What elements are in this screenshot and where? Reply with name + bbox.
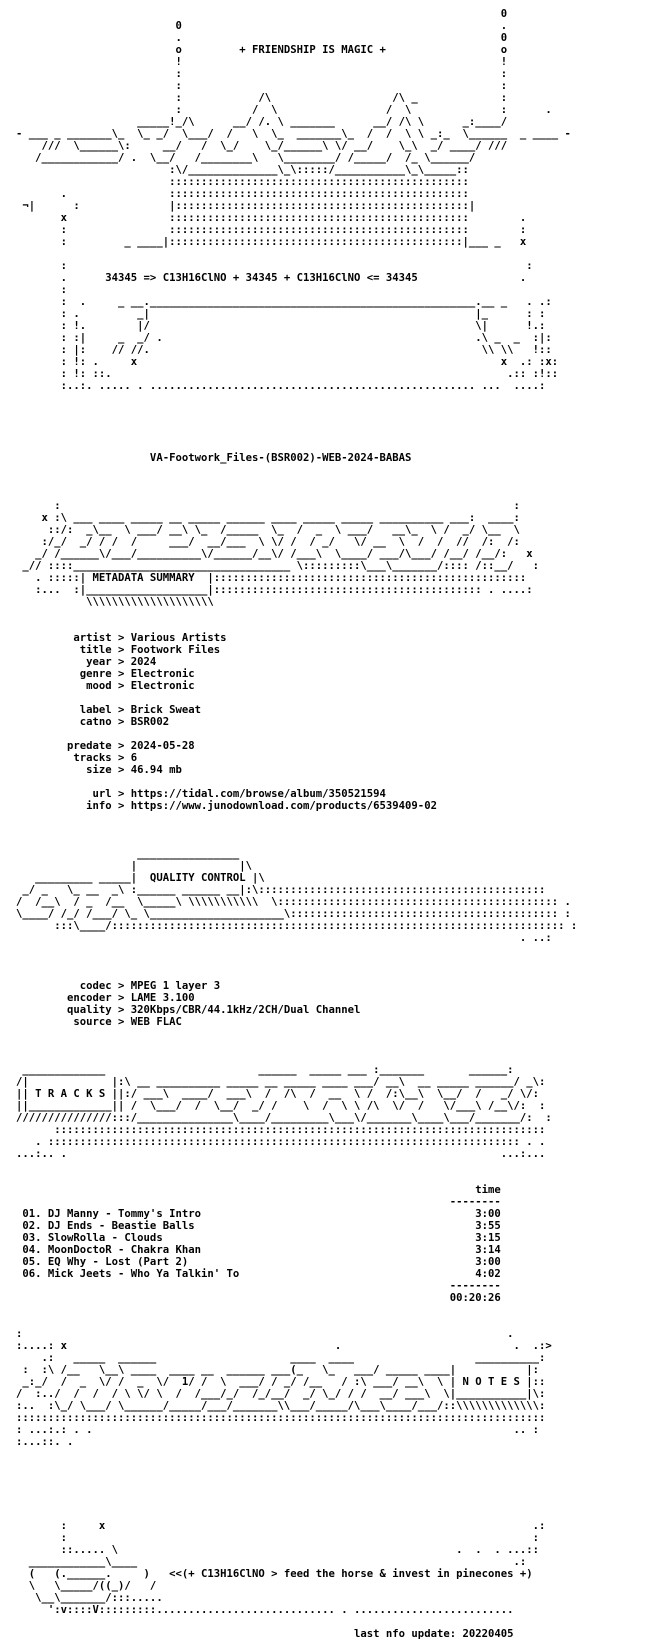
nfo-line <box>16 1040 640 1052</box>
nfo-line: : : <box>16 1532 539 1544</box>
nfo-line: \ \_____/((_)/ / <box>16 1580 157 1592</box>
nfo-line <box>16 416 640 428</box>
nfo-line: _:_/ / _ \/ / _ \/ 1/ / \ ___/ / _/ /__ / :\ ___/ __\ \ | N O T E S |:: <box>16 1376 546 1388</box>
nfo-line: 0 . <box>16 20 508 32</box>
nfo-document <box>16 8 640 1640</box>
nfo-line: : ...:.: . . .. : <box>16 1424 539 1436</box>
nfo-line: o + FRIENDSHIP IS MAGIC + o <box>16 44 508 56</box>
nfo-line <box>16 1304 640 1316</box>
nfo-line: : . _ __.___________________________________________________.__ _ . .: <box>16 296 552 308</box>
nfo-line: ::::::::::::::::::::::::::::::::::::::::::::::::::::::::::::::::::::::::::::: <box>16 1124 546 1136</box>
nfo-line: label > Brick Sweat <box>16 704 201 716</box>
nfo-line <box>16 248 640 260</box>
nfo-line <box>16 968 640 980</box>
nfo-line: mood > Electronic <box>16 680 195 692</box>
nfo-line: : !. |/ \| !.: <box>16 320 546 332</box>
nfo-line: 05. EQ Why - Lost (Part 2) 3:00 <box>16 1256 501 1268</box>
nfo-line: ¬| : |::::::::::::::::::::::::::::::::::::::::::::::| <box>16 200 476 212</box>
nfo-line: : /\ /\ _ : <box>16 92 508 104</box>
nfo-line: x :\ ___ ____ _____ __ _____ ______ ____ _____ _____ __________ ___: ____: <box>16 512 520 524</box>
nfo-line: :..:. ..... . ................................................... ... ....: <box>16 380 546 392</box>
nfo-line <box>16 1028 640 1040</box>
nfo-line: _________ _____| QUALITY CONTROL |\ <box>16 872 265 884</box>
nfo-line: 00:20:26 <box>16 1292 501 1304</box>
nfo-line <box>16 824 640 836</box>
nfo-line: time <box>16 1184 501 1196</box>
nfo-line: genre > Electronic <box>16 668 195 680</box>
nfo-line: \\\\\\\\\\\\\\\\\\\\ <box>16 596 214 608</box>
nfo-line: . 0 <box>16 32 508 44</box>
nfo-line: : :\ /__ \__\ ____ ____ __ ______ ___(_ \_ ___/ _____ ____| |: <box>16 1364 539 1376</box>
nfo-line: ':v::::V:::::::::............................ . ......................... <box>16 1604 514 1616</box>
nfo-line <box>16 1172 640 1184</box>
nfo-line: \____/ /_/ /___/ \_ \_____________________\:::::::::::::::::::::::::::::::::::::::::: : <box>16 908 571 920</box>
nfo-line: -------- <box>16 1280 501 1292</box>
nfo-line: /____________/ . \__/ /________\ \________/ /_____/ /_ \______/ <box>16 152 476 164</box>
nfo-line: source > WEB FLAC <box>16 1016 182 1028</box>
nfo-line: . ::::::::::::::::::::::::::::::::::::::::::::::: <box>16 188 469 200</box>
nfo-line: || T R A C K S ||:/ ___\ ____/ ___\ / /\ / __ \ / /:\__\ \__/ / _/ \/: <box>16 1088 539 1100</box>
nfo-line: :....: x . . .:> <box>16 1340 552 1352</box>
nfo-line: ::/: _\__ \ ___/ __\ \_ /_____ \_ / _ \ ___/ __\_ \ / _/ \__ \ <box>16 524 520 536</box>
nfo-line <box>16 1160 640 1172</box>
nfo-line: -------- <box>16 1196 501 1208</box>
nfo-line <box>16 1052 640 1064</box>
nfo-line: : . _| |_ : : <box>16 308 546 320</box>
nfo-line: : : <box>16 68 508 80</box>
nfo-line: last nfo update: 20220405 <box>16 1628 514 1640</box>
nfo-line: :...::. . <box>16 1436 74 1448</box>
nfo-line <box>16 1508 640 1520</box>
nfo-line: 06. Mick Jeets - Who Ya Talkin' To 4:02 <box>16 1268 501 1280</box>
nfo-line: ...:.. . ...:... <box>16 1148 546 1160</box>
nfo-line: - ___ _ _______\_ \_ _/ \___/ / \ \_ _______\_ / / \ \ _:_ \______ _ ____ - <box>16 128 571 140</box>
nfo-line <box>16 728 640 740</box>
nfo-line: . :::::| METADATA SUMMARY |::::::::::::::::::::::::::::::::::::::::::::::::: <box>16 572 527 584</box>
nfo-line: : _ ____|::::::::::::::::::::::::::::::::::::::::::::::|___ _ x <box>16 236 527 248</box>
nfo-line <box>16 956 640 968</box>
nfo-line: : : <box>16 80 508 92</box>
nfo-line <box>16 1496 640 1508</box>
nfo-line: : : <box>16 260 533 272</box>
nfo-line: _/ _ \_ __ _\ :______ ______ __|:\::::::::::::::::::::::::::::::::::::::::::::: <box>16 884 546 896</box>
nfo-line <box>16 440 640 452</box>
nfo-line: :.. :\_/ \___/ \______/_____/___/_______\\___/_____/\___\____/___/::\\\\\\\\\\\\\: <box>16 1400 546 1412</box>
nfo-line: _____________ ______ _____ ___ :_______ ______: <box>16 1064 514 1076</box>
nfo-line: : :| _ _/ . .\ _ _ :|: <box>16 332 552 344</box>
nfo-line: : : <box>16 500 520 512</box>
nfo-line: . 34345 => C13H16ClNO + 34345 + C13H16ClNO <= 34345 . <box>16 272 527 284</box>
nfo-line <box>16 692 640 704</box>
nfo-line <box>16 392 640 404</box>
nfo-line: 01. DJ Manny - Tommy's Intro 3:00 <box>16 1208 501 1220</box>
nfo-line <box>16 1316 640 1328</box>
nfo-line: url > https://tidal.com/browse/album/350521594 <box>16 788 386 800</box>
nfo-line: : !: . x x .: :x: <box>16 356 559 368</box>
nfo-line <box>16 812 640 824</box>
nfo-line: ! ! <box>16 56 508 68</box>
nfo-line <box>16 944 640 956</box>
nfo-line: _____!_/\ __/ /. \ _______ __/ /\ \ _:____/ <box>16 116 508 128</box>
nfo-line: quality > 320Kbps/CBR/44.1kHz/2CH/Dual Channel <box>16 1004 361 1016</box>
nfo-line <box>16 776 640 788</box>
nfo-line <box>16 1448 640 1460</box>
nfo-line: : |: // //. \\ \\ !:: <box>16 344 552 356</box>
nfo-line <box>16 476 640 488</box>
nfo-line: info > https://www.junodownload.com/products/6539409-02 <box>16 800 437 812</box>
nfo-line: : / \ / \ : . <box>16 104 552 116</box>
nfo-line: size > 46.94 mb <box>16 764 182 776</box>
nfo-line: :\/______________\_\:::::/___________\_\_____:: <box>16 164 469 176</box>
nfo-line: _// ::::__________________________________ \:::::::::\___\_______/:::: /::__/ : <box>16 560 539 572</box>
nfo-line <box>16 1472 640 1484</box>
nfo-line: ///////////////:::/_______________\____/_________\___\/_______\____\___/_______/: : <box>16 1112 552 1124</box>
nfo-line: .: _____ ______ ____ ____ __________: <box>16 1352 546 1364</box>
nfo-line: | |\ <box>16 860 252 872</box>
nfo-line: title > Footwork Files <box>16 644 221 656</box>
nfo-line <box>16 620 640 632</box>
nfo-line: : x .: <box>16 1520 546 1532</box>
nfo-line: . :::::::::::::::::::::::::::::::::::::::::::::::::::::::::::::::::::::::::: . . <box>16 1136 546 1148</box>
nfo-line: year > 2024 <box>16 656 157 668</box>
nfo-line: ||_____________|| / \___/ / \__/ _/ / \ / \ \ /\ \/ / \/___\ /__\/: : <box>16 1100 546 1112</box>
nfo-line: predate > 2024-05-28 <box>16 740 195 752</box>
nfo-line: /| |:\ __ __________ _____ __ _____ ____ ___/ __\ __ _____ ______/ _\: <box>16 1076 546 1088</box>
nfo-line: /// \______\: __/ / \_/ \_/______\ \/ __/ \_\ _/ ____/ /// <box>16 140 508 152</box>
nfo-line: 04. MoonDoctoR - Chakra Khan 3:14 <box>16 1244 501 1256</box>
nfo-line: . ..: <box>16 932 552 944</box>
nfo-line <box>16 608 640 620</box>
nfo-line: :/_/ _/ / / / ___/ __/___ \ \/ / / _/ \/ __ \ / / // /: /: <box>16 536 520 548</box>
nfo-line <box>16 404 640 416</box>
nfo-line <box>16 1460 640 1472</box>
nfo-line <box>16 428 640 440</box>
nfo-line: :... :|___________________|:::::::::::::::::::::::::::::::::::::::::: . ....: <box>16 584 533 596</box>
nfo-line: artist > Various Artists <box>16 632 227 644</box>
nfo-line: ( (.______. ) <<(+ C13H16ClNO > feed the horse & invest in pinecones +) <box>16 1568 533 1580</box>
nfo-line: ::::::::::::::::::::::::::::::::::::::::::::::::::::::::::::::::::::::::::::::::::: <box>16 1412 546 1424</box>
nfo-line: : <box>16 284 68 296</box>
nfo-line: / :../ / / / \ \/ \ / /___/_/ /_/__/ _/ \_/ / / __/ ___\ \|___________|\: <box>16 1388 546 1400</box>
nfo-line: catno > BSR002 <box>16 716 170 728</box>
nfo-line: : . <box>16 1328 514 1340</box>
nfo-line: / /__\ / _ /__ \_____\ \\\\\\\\\\\ \:::::::::::::::::::::::::::::::::::::::::::: . <box>16 896 571 908</box>
nfo-line: 02. DJ Ends - Beastie Balls 3:55 <box>16 1220 501 1232</box>
nfo-line <box>16 1484 640 1496</box>
nfo-line: codec > MPEG 1 layer 3 <box>16 980 221 992</box>
nfo-line: x ::::::::::::::::::::::::::::::::::::::::::::::: . <box>16 212 527 224</box>
nfo-line: encoder > LAME 3.100 <box>16 992 195 1004</box>
nfo-line: tracks > 6 <box>16 752 138 764</box>
nfo-line <box>16 488 640 500</box>
nfo-line: 03. SlowRolla - Clouds 3:15 <box>16 1232 501 1244</box>
nfo-line: \__\_______/:::..... <box>16 1592 163 1604</box>
nfo-line: :::\____/::::::::::::::::::::::::::::::::::::::::::::::::::::::::::::::::::::::: : <box>16 920 578 932</box>
nfo-line: VA-Footwork_Files-(BSR002)-WEB-2024-BABAS <box>16 452 412 464</box>
nfo-line <box>16 1616 640 1628</box>
nfo-line <box>16 836 640 848</box>
nfo-line: : !: ::. .:: :!:: <box>16 368 559 380</box>
nfo-line: ::::::::::::::::::::::::::::::::::::::::::::::: <box>16 176 469 188</box>
nfo-line: ____________\____ .: <box>16 1556 527 1568</box>
nfo-line: 0 <box>16 8 508 20</box>
nfo-line: _/ /______\/___/__________\/______/__\/ /___\ \____/ ___/\___/ /__/ /__/: x <box>16 548 533 560</box>
nfo-line: ________________ <box>16 848 240 860</box>
nfo-line: ::..... \ . . . ...:: <box>16 1544 539 1556</box>
nfo-line: : ::::::::::::::::::::::::::::::::::::::::::::::: : <box>16 224 527 236</box>
nfo-line <box>16 464 640 476</box>
